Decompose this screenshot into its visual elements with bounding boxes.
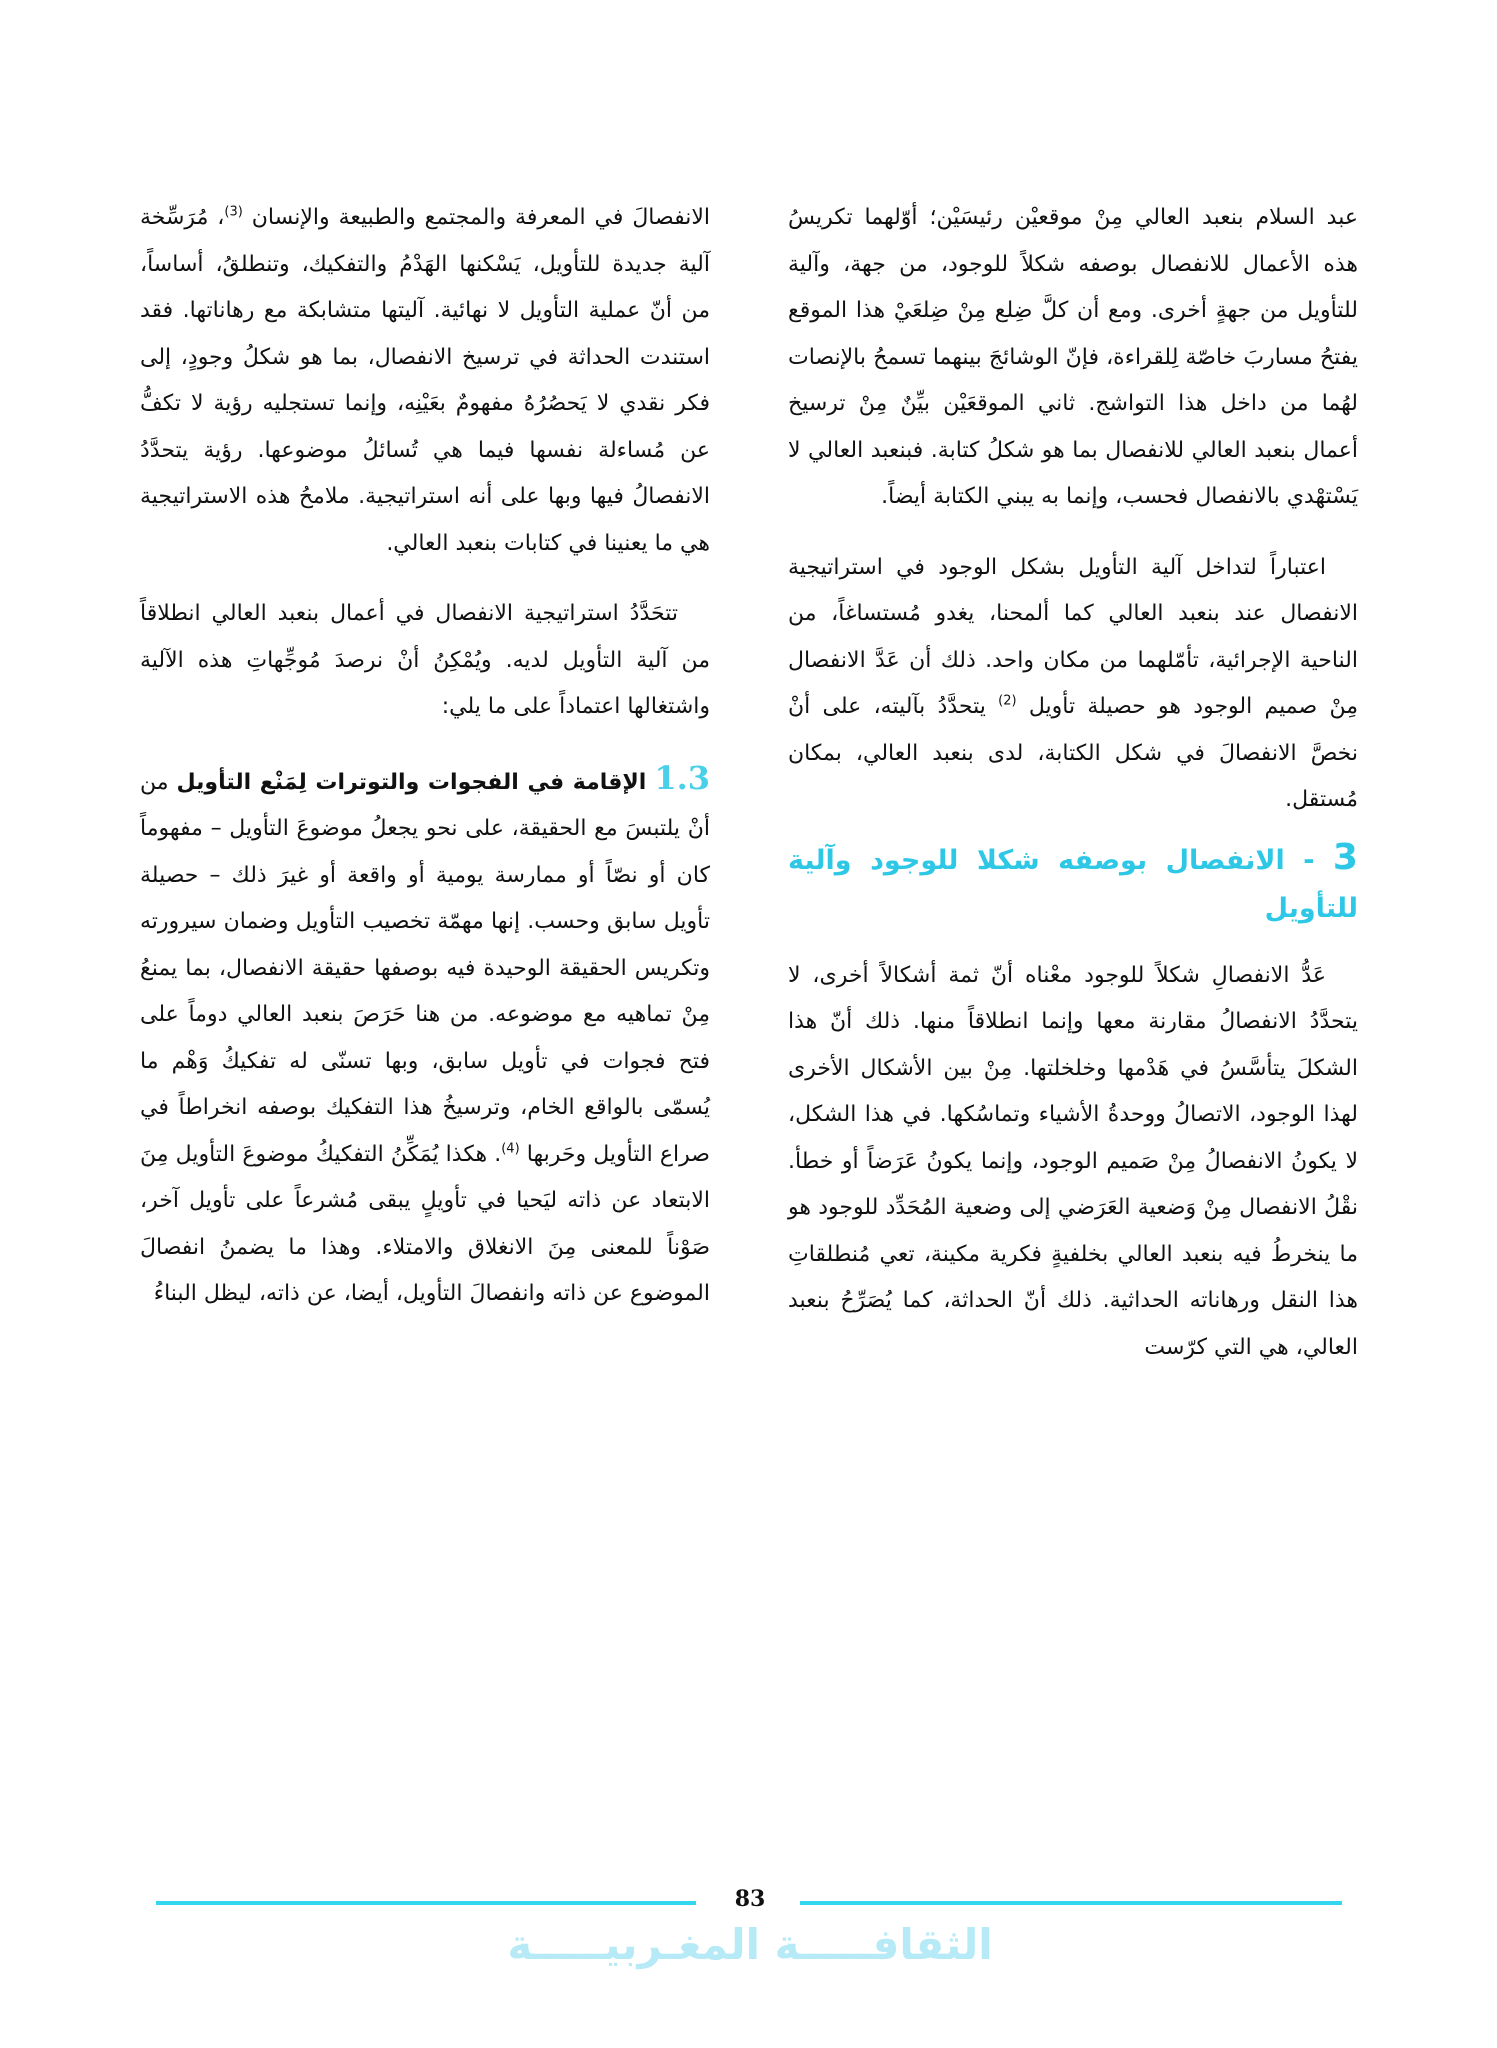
paragraph: [140, 755, 710, 1318]
text-run: الانفصالَ في المعرفة والمجتمع والطبيعة والإنسان: [251, 205, 711, 230]
masthead: الثقافـــــة المغـربيـــــة: [507, 1920, 993, 1969]
text-run: اعتباراً لتداخل آلية التأويل بشكل الوجود في استراتيجية الانفصال عند بنعبد العالي كما ألمحنا، يغدو مُستساغاً، من الناحية الإجرائية، تأمّلهما من مكان واحد. ذلك أن عَدَّ الانفصال مِنْ صميم الوجود هو حصيلة تأويل: [788, 554, 1358, 719]
text-run: . هكذا يُمَكِّنُ التفكيكُ موضوعَ التأويل مِنَ الابتعاد عن ذاته ليَحيا في تأويلٍ يبقى مُشرعاً على تأويل آخر، صَوْناً للمعنى مِنَ الانغلاق والامتلاء. وهذا ما يضمنُ انفصالَ الموضوع عن ذاته وانفصالَ التأويل، أيضا، عن ذاته، ليظل البناءُ: [140, 1141, 710, 1306]
section-number: 3: [1332, 836, 1358, 878]
paragraph: تتحَدَّدُ استراتيجية الانفصال في أعمال بنعبد العالي انطلاقاً من آلية التأويل لديه. ويُمْكِنُ أنْ نرصدَ مُوجِّهاتِ هذه الآلية واشتغالها اعتماداً على ما يلي:: [140, 601, 710, 719]
subsection-head: الإقامة في الفجوات والتوترات لِمَنْع التأويل: [176, 769, 647, 795]
footer-rule-right: [800, 1901, 1342, 1905]
text-run: من أنْ يلتبسَ مع الحقيقة، على نحو يجعلُ موضوعَ التأويل – مفهوماً كان أو نصّاً أو ممارسة يومية أو واقعة أو غيرَ ذلك – حصيلة تأويل سابق وحسب. إنها مهمّة تخصيب التأويل وضمان سيرورته وتكريس الحقيقة الوحيدة فيه بوصفها حقيقة الانفصال، بما يمنعُ مِنْ تماهيه مع موضوعه. من هنا حَرَصَ بنعبد العالي دوماً على فتح فجوات في تأويل سابق، وبها تسنّى له تفكيكُ وَهْم ما يُسمّى بالواقع الخام، وترسيخُ هذا التفكيك بوصفه انخراطاً في صراع التأويل وحَربها: [140, 769, 710, 1167]
footnote-ref: (3): [224, 204, 243, 220]
subsection-number: 1.3: [654, 758, 711, 797]
paragraph: [788, 545, 1358, 824]
section-heading: [788, 834, 1358, 933]
footnote-ref: (4): [501, 1141, 520, 1157]
paragraph: عَدُّ الانفصالِ شكلاً للوجود معْناه أنّ ثمة أشكالاً أخرى، لا يتحدَّدُ الانفصالُ مقارنة معها وإنما انطلاقاً منها. ذلك أنّ هذا الشكلَ يتأسَّسُ في هَدْمها وخلخلتها. مِنْ بين الأشكال الأخرى لهذا الوجود، الاتصالُ ووحدةُ الأشياء وتماسُكها. في هذا الشكل، لا يكونُ الانفصالُ مِنْ صَميم الوجود، وإنما يكونُ عَرَضاً أو خطأ. نقْلُ الانفصال مِنْ وَضعية العَرَضي إلى وضعية المُحَدِّد للوجود هو ما ينخرطُ فيه بنعبد العالي بخلفيةٍ فكرية مكينة، تعي مُنطلقاتِ هذا النقل ورهاناته الحداثية. ذلك أنّ الحداثة، كما يُصَرِّحُ بنعبد العالي، هي التي كرّست: [788, 962, 1358, 1360]
paragraph: [140, 195, 710, 567]
page-number: 83: [734, 1886, 766, 1912]
footer-rule-left: [156, 1901, 696, 1905]
footnote-ref: (2): [998, 693, 1017, 709]
right-column: [788, 195, 1358, 1371]
left-column: [140, 195, 710, 1318]
section-title: - الانفصال بوصفه شكلا للوجود وآلية للتأويل: [788, 844, 1358, 924]
paragraph: عبد السلام بنعبد العالي مِنْ موقعيْن رئيسَيْن؛ أوّلهما تكريسُ هذه الأعمال للانفصال بوصفه شكلاً للوجود، من جهة، وآلية للتأويل من جهةٍ أخرى. ومع أن كلَّ ضِلع مِنْ ضِلعَيْ هذا الموقع يفتحُ مساربَ خاصّة لِلقراءة، فإنّ الوشائجَ بينهما تسمحُ بالإنصات لهُما من داخل هذا التواشج. ثاني الموقعَيْن بيِّنٌ مِنْ ترسيخ أعمال بنعبد العالي للانفصال بما هو شكلُ كتابة. فبنعبد العالي لا يَسْتهْدي بالانفصال فحسب، وإنما به يبني الكتابة أيضاً.: [788, 205, 1358, 509]
text-run: يتحدَّدُ بآليته، على أنْ نخصَّ الانفصالَ في شكل الكتابة، لدى بنعبد العالي، بمكان مُستقل.: [788, 694, 1358, 812]
text-run: ، مُرَسِّخة آلية جديدة للتأويل، يَسْكنها الهَدْمُ والتفكيك، وتنطلقُ، أساساً، من أنّ عملية التأويل لا نهائية. آليتها متشابكة مع رهاناتها. فقد استندت الحداثة في ترسيخ الانفصال، بما هو شكلُ وجودٍ، إلى فكر نقدي لا يَحصُرُهُ مفهومٌ بعَيْنِه، وإنما تستجليه رؤية لا تكفُّ عن مُساءلة نفسها فيما هي تُسائلُ موضوعها. رؤية يتحدَّدُ الانفصالُ فيها وبها على أنه استراتيجية. ملامحُ هذه الاستراتيجية هي ما يعنينا في كتابات بنعبد العالي.: [140, 205, 710, 556]
